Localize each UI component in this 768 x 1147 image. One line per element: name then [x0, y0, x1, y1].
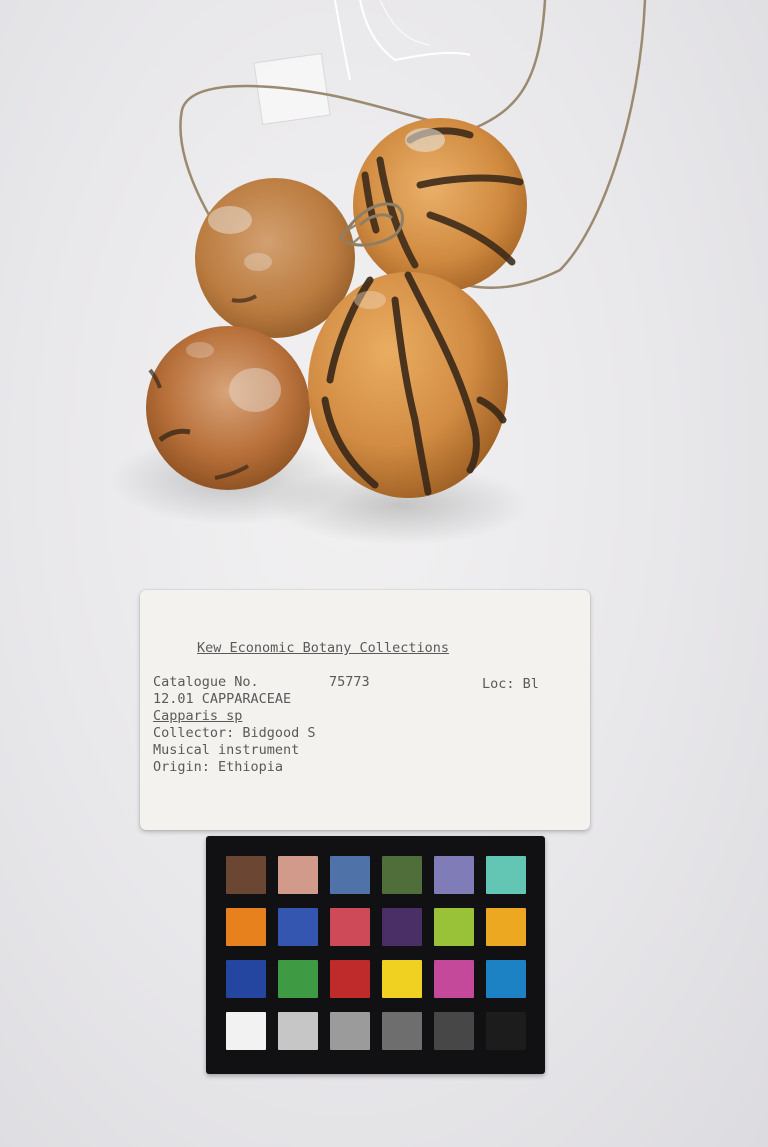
color-patch-r3-c1	[226, 960, 266, 998]
color-patch-r2-c4	[382, 908, 422, 946]
gourd-center-large	[308, 272, 508, 498]
color-patch-r2-c3	[330, 908, 370, 946]
location-code: Loc: Bl	[482, 676, 539, 692]
color-patch-r2-c2	[278, 908, 318, 946]
color-patch-r1-c1	[226, 856, 266, 894]
catalogue-label-card	[140, 590, 590, 830]
color-patch-r2-c1	[226, 908, 266, 946]
collector-line: Collector: Bidgood S	[153, 725, 316, 741]
color-patch-r4-c4	[382, 1012, 422, 1050]
color-patch-r3-c2	[278, 960, 318, 998]
color-patch-r3-c4	[382, 960, 422, 998]
color-patch-r1-c6	[486, 856, 526, 894]
gourd-lower-left	[146, 326, 310, 490]
genus-name: Capparis sp	[153, 708, 243, 724]
catalogue-number: 75773	[329, 674, 370, 690]
color-patch-r4-c5	[434, 1012, 474, 1050]
color-patch-r1-c4	[382, 856, 422, 894]
color-patch-r4-c1	[226, 1012, 266, 1050]
catalogue-label-text: Catalogue No.	[153, 674, 259, 690]
use-line: Musical instrument	[153, 742, 300, 758]
color-patch-r1-c2	[278, 856, 318, 894]
color-patch-r4-c6	[486, 1012, 526, 1050]
color-checker-chart	[206, 836, 545, 1074]
white-thread	[254, 0, 470, 124]
color-patch-r3-c5	[434, 960, 474, 998]
family-line: 12.01 CAPPARACEAE	[153, 691, 292, 707]
origin-line: Origin: Ethiopia	[153, 759, 284, 775]
color-patch-r3-c3	[330, 960, 370, 998]
color-patch-r1-c5	[434, 856, 474, 894]
color-patch-r2-c6	[486, 908, 526, 946]
label-title: Kew Economic Botany Collections	[197, 640, 449, 656]
color-patch-r4-c3	[330, 1012, 370, 1050]
color-patch-r1-c3	[330, 856, 370, 894]
color-patch-r2-c5	[434, 908, 474, 946]
color-patch-r3-c6	[486, 960, 526, 998]
specimen-photo	[0, 0, 768, 560]
color-patch-r4-c2	[278, 1012, 318, 1050]
